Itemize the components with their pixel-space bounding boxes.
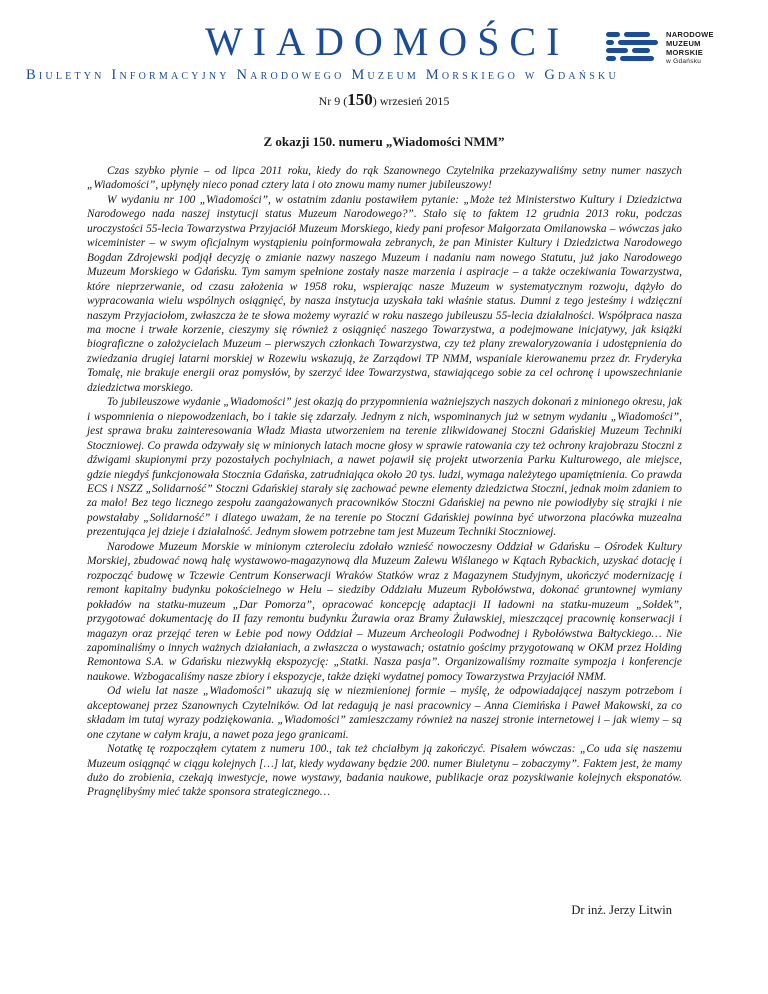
- issue-line: [0, 90, 768, 110]
- publication-subtitle: Biuletyn Informacyjny Narodowego Muzeum Morskiego w Gdańsku: [26, 67, 619, 83]
- museum-logo: [606, 30, 756, 70]
- issue-suffix: ) wrzesień 2015: [372, 94, 450, 108]
- article-paragraph: Czas szybko płynie – od lipca 2011 roku, kiedy do rąk Szanownego Czytelnika przekazywaliśmy setny numer naszych „Wiadomości”, upłynęły nieco ponad cztery lata i oto znowu mamy numer jubileuszowy!: [87, 165, 682, 192]
- logo-line-1: NARODOWE: [666, 30, 714, 39]
- article-paragraph: To jubileuszowe wydanie „Wiadomości” jest okazją do przypomnienia ważniejszych naszych dokonań z minionego okresu, jak i wspomnienia o niepowodzeniach, bo i takie się zdarzały. Jednym z nich, wspominanych już w setnym wydaniu „Wiadomości”, jest sprawa braku zainteresowania Władz Miasta utworzeniem na terenie zlikwidowanej Stoczni Gdańskiej Muzeum Techniki Stoczniowej. Co prawda odzywały się w minionych latach mocne głosy w sprawie ratowania czy też ochrony krajobrazu Stoczni z dźwigami skupionymi przy pozostałych pochylniach, a nawet pojawił się projekt utworzenia Parku Kulturowego, ale miejsce, gdzie niegdyś funkcjonowała Stocznia Gdańska, zatrudniająca około 20 tys. ludzi, wymaga należytego upamiętnienia. Co prawda ECS i NSZZ „Solidarność” Stoczni Gdańskiej starały się zachować pewne elementy dziedzictwa Stoczni, jednak moim zdaniem to za mało! Bez tego licznego zespołu zaangażowanych pracowników Stoczni Gdańskiej na pewno nie powiodłyby się strajki i nie powstałaby „Solidarność” i dlatego uważam, że na terenie po Stoczni Gdańskiej powinna być utworzona placówka muzealna prezentująca jej dzieje i działalność. Jednym słowem potrzebne tam jest Muzeum Techniki Stoczniowej.: [87, 396, 682, 539]
- author-signature: Dr inż. Jerzy Litwin: [571, 903, 672, 917]
- article-paragraph: Notatkę tę rozpocząłem cytatem z numeru 100., tak też chciałbym ją zakończyć. Pisałem wówczas: „Co uda się naszemu Muzeum osiągnąć w ciągu kolejnych […] lat, kiedy wydawany będzie 200. numer Biuletynu – zobaczymy”. Faktem jest, że mamy dużo do zrobienia, czekają inwestycje, nowe wystawy, badania naukowe, publikacje oraz pozyskiwanie kolejnych eksponatów. Pragnęlibyśmy mieć także sponsora strategicznego…: [87, 743, 682, 799]
- article-body: [87, 164, 682, 800]
- logo-line-4: w Gdańsku: [666, 58, 702, 65]
- logo-line-3: MORSKIE: [666, 48, 704, 57]
- publication-title: WIADOMOŚCI: [205, 19, 570, 64]
- masthead: [0, 0, 768, 115]
- article-paragraph: Narodowe Muzeum Morskie w minionym czteroleciu zdołało wznieść nowoczesny Oddział w Gdańsku – Ośrodek Kultury Morskiej, zbudować nową halę wystawowo-magazynową dla Muzeum Zalewu Wiślanego w Kątach Rybackich, uzyskać dotację i rozpocząć budowę w Tczewie Centrum Konserwacji Wraków Statków wraz z Magazynem Studyjnym, ukończyć modernizację i remont kapitalny budynku pokościelnego w Helu – siedziby Oddziału Muzeum Rybołówstwa, dokonać gruntownej wymiany pokładów na statku-muzeum „Dar Pomorza”, opracować koncepcję adaptacji II ładowni na statku-muzeum „Sołdek”, przygotować dokumentację do II fazy remontu budynku Żurawia oraz Bramy Żuławskiej, mieszczącej pracownię konserwacji i magazyn oraz przejąć teren w Łebie pod nowy Oddział – Muzeum Archeologii Podwodnej i Rybołówstwa Bałtyckiego… Nie zapominaliśmy o innych ważnych działaniach, a zwłaszcza o wystawach; ostatnio gościmy przygotowaną w OKM przez Holding Remontowa S.A. w Gdańsku niezwykłą ekspozycję: „Statki. Nasza pasja”. Organizowaliśmy rozmaite sympozja i konferencje naukowe. Wzbogacaliśmy nasze zbiory i ekspozycje, także dzięki wydatnej pomocy Towarzystwa Przyjaciół NMM.: [87, 540, 682, 683]
- museum-logo-text: [666, 30, 714, 66]
- article-paragraph: Od wielu lat nasze „Wiadomości” ukazują się w niezmienionej formie – myślę, że odpowiadającej naszym potrzebom i akceptowanej przez Szanownych Czytelników. Od lat redagują je nasi pracownicy – Anna Ciemińska i Paweł Makowski, za co składam im tutaj wyrazy podziękowania. „Wiadomości” zamieszczamy również na naszej stronie internetowej i – jak wiemy – są one czytane w całym kraju, a nawet poza jego granicami.: [87, 685, 682, 741]
- article-heading: Z okazji 150. numeru „Wiadomości NMM”: [263, 134, 505, 149]
- article-paragraph: W wydaniu nr 100 „Wiadomości”, w ostatnim zdaniu postawiłem pytanie: „Może też Ministerstwo Kultury i Dziedzictwa Narodowego nada naszej instytucji status Muzeum Narodowego?”. Stało się to faktem 12 grudnia 2013 roku, podczas uroczystości 55-lecia Towarzystwa Przyjaciół Muzeum Morskiego, kiedy pani profesor Małgorzata Omilanowska – wówczas jako wiceminister – w swym oficjalnym wystąpieniu poinformowała zebranych, że pan Minister Kultury i Dziedzictwa Narodowego Bogdan Zdrojewski podjął decyzję o zmianie nazwy naszego Muzeum i nadaniu nam nowego Statutu, już jako Narodowego Muzeum Morskiego w Gdańsku. Tym samym spełnione zostały nasze marzenia i aspiracje – a także oczekiwania Towarzystwa, które nieprzerwanie, od czasu założenia w 1958 roku, wspierając nasze Muzeum w systematycznym rozwoju, dążyło do wypracowania wielu wspólnych osiągnięć, by nasza instytucja uzyskała taki właśnie status. Dumni z tego jesteśmy i wdzięczni naszym Przyjaciołom, zwłaszcza że te słowa możemy wyrazić w roku naszego jubileuszu 55-lecia działalności. Współpraca nasza ma mocne i trwałe korzenie, cieszymy się również z osiągnięć naszego Towarzystwa, a podejmowane inicjatywy, jak książki biograficzne o założycielach Muzeum – pierwszych członkach Towarzystwa, czy też plany zrewaloryzowania i udostępnienia do zwiedzania drugiej latarni morskiej w Rozewiu wskazują, że Zarządowi TP NMM, wspaniale kierowanemu przez dr. Fryderyka Tomalę, nie brakuje energii oraz pomysłów, by szerzyć idee Towarzystwa, stawiającego sobie za cel ochronę i upowszechnianie dziedzictwa morskiego.: [87, 193, 682, 394]
- museum-logo-mark: [606, 32, 660, 62]
- logo-line-2: MUZEUM: [666, 39, 701, 48]
- issue-number: 150: [347, 90, 373, 109]
- issue-prefix: Nr 9 (: [318, 94, 348, 108]
